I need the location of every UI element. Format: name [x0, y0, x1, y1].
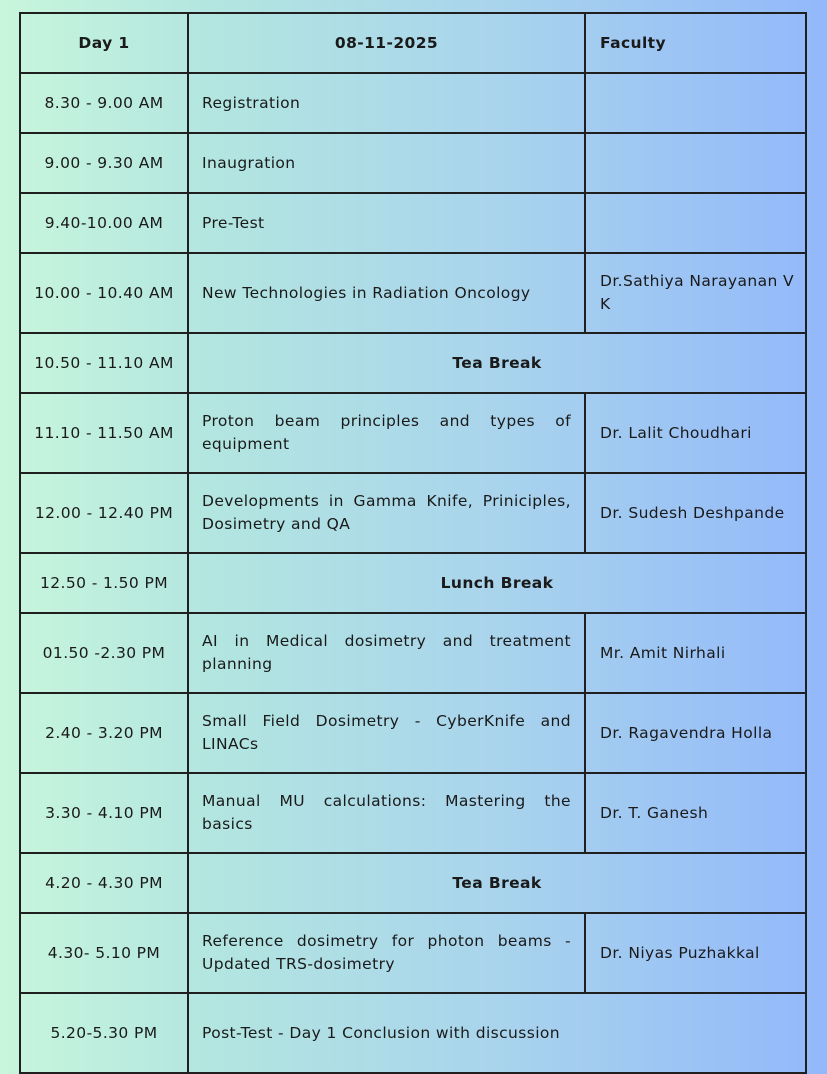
session-topic: Pre-Test [188, 193, 585, 253]
session-topic: Small Field Dosimetry - CyberKnife and LINACs [188, 693, 585, 773]
session-time: 9.40-10.00 AM [20, 193, 188, 253]
session-time: 2.40 - 3.20 PM [20, 693, 188, 773]
table-row [20, 393, 806, 473]
break-row [20, 333, 806, 393]
session-faculty: Dr. Lalit Choudhari [585, 393, 806, 473]
session-faculty: Dr. T. Ganesh [585, 773, 806, 853]
session-time: 9.00 - 9.30 AM [20, 133, 188, 193]
session-topic: Developments in Gamma Knife, Priniciples, Dosimetry and QA [188, 473, 585, 553]
session-time: 12.00 - 12.40 PM [20, 473, 188, 553]
table-row [20, 773, 806, 853]
session-time: 8.30 - 9.00 AM [20, 73, 188, 133]
session-topic: Proton beam principles and types of equipment [188, 393, 585, 473]
break-label: Tea Break [188, 333, 806, 393]
table-row [20, 693, 806, 773]
table-row [20, 993, 806, 1073]
session-faculty: Dr. Ragavendra Holla [585, 693, 806, 773]
session-topic: Inaugration [188, 133, 585, 193]
table-row [20, 193, 806, 253]
session-faculty [585, 133, 806, 193]
session-topic: AI in Medical dosimetry and treatment planning [188, 613, 585, 693]
session-time: 10.50 - 11.10 AM [20, 333, 188, 393]
session-faculty: Mr. Amit Nirhali [585, 613, 806, 693]
session-time: 5.20-5.30 PM [20, 993, 188, 1073]
table-row [20, 613, 806, 693]
header-day: Day 1 [20, 13, 188, 73]
table-row [20, 133, 806, 193]
break-label: Lunch Break [188, 553, 806, 613]
session-time: 4.30- 5.10 PM [20, 913, 188, 993]
session-faculty [585, 73, 806, 133]
table-row [20, 253, 806, 333]
session-time: 3.30 - 4.10 PM [20, 773, 188, 853]
session-time: 4.20 - 4.30 PM [20, 853, 188, 913]
break-row [20, 553, 806, 613]
schedule-table [19, 12, 807, 1074]
break-label: Tea Break [188, 853, 806, 913]
header-date: 08-11-2025 [188, 13, 585, 73]
session-time: 01.50 -2.30 PM [20, 613, 188, 693]
session-topic: Reference dosimetry for photon beams - Updated TRS-dosimetry [188, 913, 585, 993]
session-time: 11.10 - 11.50 AM [20, 393, 188, 473]
table-row [20, 913, 806, 993]
header-faculty: Faculty [585, 13, 806, 73]
session-time: 12.50 - 1.50 PM [20, 553, 188, 613]
session-topic: Registration [188, 73, 585, 133]
session-faculty [585, 193, 806, 253]
session-faculty: Dr. Niyas Puzhakkal [585, 913, 806, 993]
session-topic: Manual MU calculations: Mastering the basics [188, 773, 585, 853]
break-row [20, 853, 806, 913]
session-faculty: Dr. Sudesh Deshpande [585, 473, 806, 553]
session-faculty: Dr.Sathiya Narayanan V K [585, 253, 806, 333]
header-row [20, 13, 806, 73]
table-row [20, 473, 806, 553]
session-time: 10.00 - 10.40 AM [20, 253, 188, 333]
session-topic: New Technologies in Radiation Oncology [188, 253, 585, 333]
table-row [20, 73, 806, 133]
session-topic: Post-Test - Day 1 Conclusion with discussion [188, 993, 806, 1073]
